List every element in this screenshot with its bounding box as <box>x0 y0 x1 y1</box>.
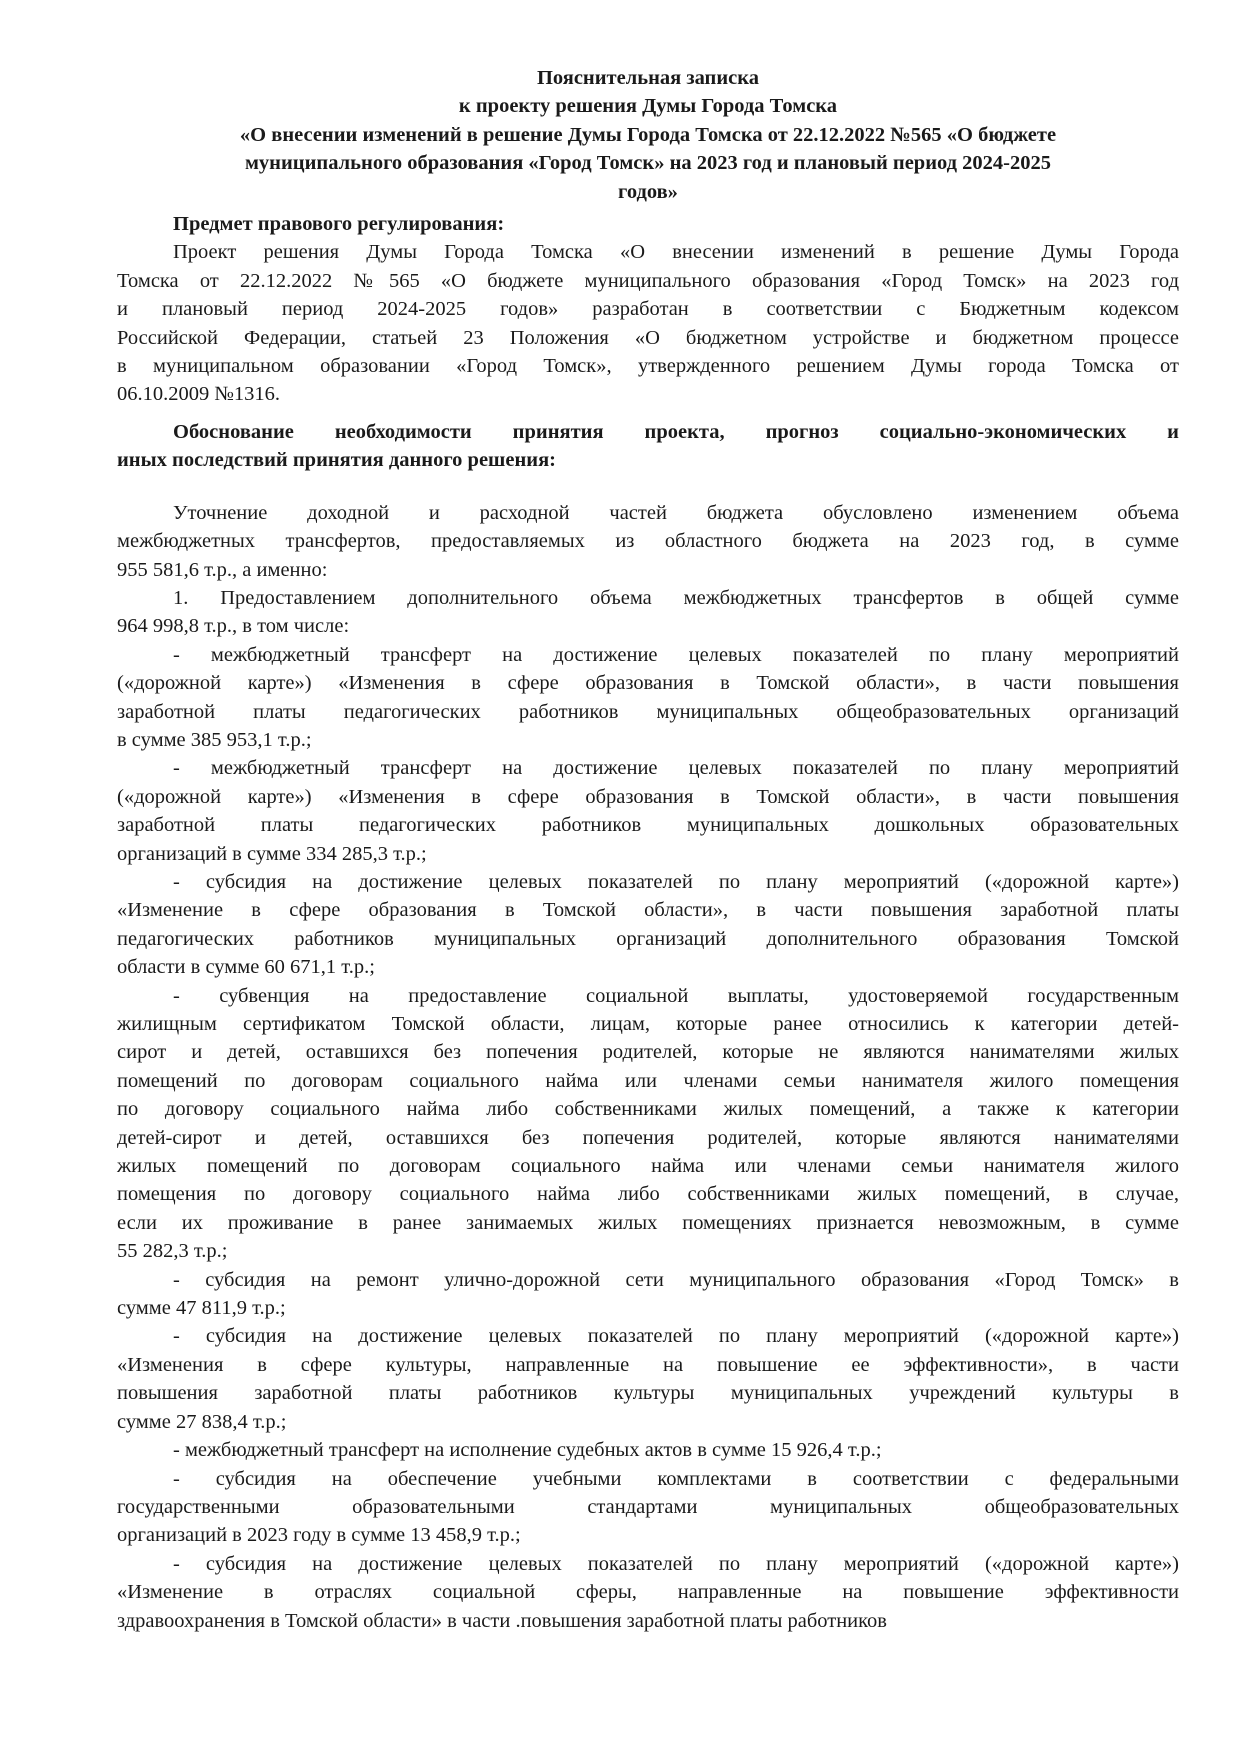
paragraph-line: государственными образовательными стандартами муниципальных общеобразовательных <box>117 1495 1179 1518</box>
paragraph-line: - субсидия на достижение целевых показателей по плану мероприятий («дорожной карте») <box>173 870 1179 893</box>
paragraph-line: «Изменение в сфере образования в Томской области», в части повышения заработной платы <box>117 899 1179 922</box>
paragraph-line: 55 282,3 т.р.; <box>117 1240 228 1263</box>
section2-body <box>117 499 1179 1635</box>
document-title <box>117 64 1179 206</box>
title-line: Пояснительная записка <box>536 67 760 89</box>
paragraph-line: - субсидия на обеспечение учебными комплектами в соответствии с федеральными <box>173 1467 1179 1490</box>
paragraph-line: здравоохранения в Томской области» в части .повышения заработной платы работников <box>117 1609 887 1632</box>
paragraph-line: если их проживание в ранее занимаемых жилых помещениях признается невозможным, в сумме <box>117 1211 1179 1234</box>
title-line: муниципального образования «Город Томск» на 2023 год и плановый период 2024-2025 <box>244 152 1052 175</box>
paragraph-line: 1. Предоставлением дополнительного объема межбюджетных трансфертов в общей сумме <box>173 586 1179 609</box>
title-line: годов» <box>618 180 678 203</box>
paragraph-line: и плановый период 2024-2025 годов» разработан в соответствии с Бюджетным кодексом <box>117 298 1179 321</box>
heading-line: иных последствий принятия данного решения: <box>117 449 556 472</box>
paragraph-line: жилых помещений по договорам социального найма или членами семьи нанимателя жилого <box>117 1155 1179 1178</box>
paragraph-line: - межбюджетный трансферт на достижение целевых показателей по плану мероприятий <box>173 757 1179 780</box>
section1-paragraph <box>117 238 1179 408</box>
paragraph-line: в сумме 385 953,1 т.р.; <box>117 728 312 751</box>
paragraph-line: Томска от 22.12.2022 №565 «О бюджете муниципального образования «Город Томск» на 2023 год <box>117 269 1179 292</box>
paragraph-line: помещения по договору социального найма либо собственниками жилых помещений, в случае, <box>117 1183 1179 1206</box>
section2-heading <box>117 418 1179 475</box>
paragraph-line: («дорожной карте») «Изменения в сфере образования в Томской области», в части повышения <box>117 672 1179 695</box>
paragraph-line: организаций в 2023 году в сумме 13 458,9 т.р.; <box>117 1524 521 1547</box>
paragraph-line: детей-сирот и детей, оставшихся без попечения родителей, которые являются нанимателями <box>117 1126 1179 1149</box>
paragraph-line: помещений по договорам социального найма или членами семьи нанимателя жилого помещения <box>117 1069 1179 1092</box>
paragraph-line: межбюджетных трансфертов, предоставляемых из областного бюджета на 2023 год, в сумме <box>117 530 1179 553</box>
paragraph-line: Уточнение доходной и расходной частей бюджета обусловлено изменением объема <box>173 501 1179 524</box>
paragraph-line: «Изменения в сфере культуры, направленные на повышение ее эффективности», в части <box>117 1353 1179 1376</box>
paragraph-line: - субсидия на ремонт улично-дорожной сети муниципального образования «Город Томск» в <box>173 1268 1179 1291</box>
paragraph-line: заработной платы педагогических работников муниципальных общеобразовательных организаций <box>117 700 1179 723</box>
paragraph-line: - межбюджетный трансферт на исполнение судебных актов в сумме 15 926,4 т.р.; <box>173 1439 882 1462</box>
paragraph-line: организаций в сумме 334 285,3 т.р.; <box>117 842 427 865</box>
paragraph-line: повышения заработной платы работников культуры муниципальных учреждений культуры в <box>117 1382 1179 1405</box>
paragraph-line: сумме 27 838,4 т.р.; <box>117 1410 287 1433</box>
paragraph-line: - субсидия на достижение целевых показателей по плану мероприятий («дорожной карте») <box>173 1325 1179 1348</box>
paragraph-line: области в сумме 60 671,1 т.р.; <box>117 956 375 979</box>
paragraph-line: педагогических работников муниципальных организаций дополнительного образования Томской <box>117 927 1179 950</box>
paragraph-line: - межбюджетный трансферт на достижение целевых показателей по плану мероприятий <box>173 643 1179 666</box>
section1-heading: Предмет правового регулирования: <box>173 213 505 236</box>
paragraph-line: заработной платы педагогических работников муниципальных дошкольных образовательных <box>117 814 1179 837</box>
paragraph-line: жилищным сертификатом Томской области, лицам, которые ранее относились к категории детей- <box>117 1013 1179 1035</box>
paragraph-line: по договору социального найма либо собственниками жилых помещений, а также к категории <box>117 1098 1179 1121</box>
paragraph-line: сумме 47 811,9 т.р.; <box>117 1297 286 1320</box>
paragraph-line: Российской Федерации, статьей 23 Положения «О бюджетном устройстве и бюджетном процессе <box>117 326 1179 349</box>
paragraph-line: - субвенция на предоставление социальной выплаты, удостоверяемой государственным <box>173 984 1179 1007</box>
paragraph-line: 964 998,8 т.р., в том числе: <box>117 615 350 638</box>
paragraph-line: («дорожной карте») «Изменения в сфере образования в Томской области», в части повышения <box>117 785 1179 808</box>
paragraph-line: 955 581,6 т.р., а именно: <box>117 558 328 581</box>
paragraph-line: Проект решения Думы Города Томска «О внесении изменений в решение Думы Города <box>173 241 1179 264</box>
title-line: к проекту решения Думы Города Томска <box>458 95 838 118</box>
paragraph-line: «Изменение в отраслях социальной сферы, направленные на повышение эффективности <box>117 1581 1179 1604</box>
paragraph-line: сирот и детей, оставшихся без попечения родителей, которые не являются нанимателями жилых <box>117 1041 1179 1064</box>
paragraph-line: - субсидия на достижение целевых показателей по плану мероприятий («дорожной карте») <box>173 1552 1179 1575</box>
heading-line: Обоснование необходимости принятия проекта, прогноз социально-экономических и <box>173 420 1179 443</box>
paragraph-line: в муниципальном образовании «Город Томск», утвержденного решением Думы города Томска от <box>117 355 1179 378</box>
title-line: «О внесении изменений в решение Думы Города Томска от 22.12.2022 №565 «О бюджете <box>239 123 1057 146</box>
paragraph-line: 06.10.2009 №1316. <box>117 383 281 406</box>
document-page <box>117 64 1179 1635</box>
